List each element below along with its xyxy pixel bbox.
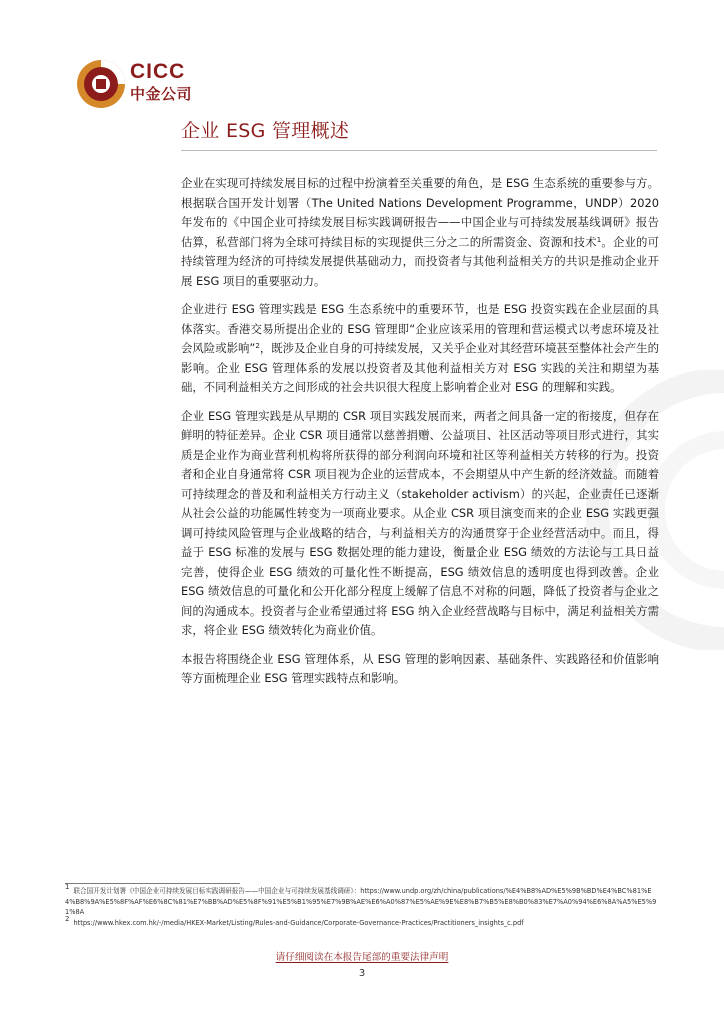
logo-text-en: CICC xyxy=(130,60,186,83)
footnote-2: $^2$ https://www.hkex.com.hk/-/media/HKEX-Market/Listing/Rules-and-Guidance/Corporate-Governance-Practices/Practitioners_insights_c.pdf xyxy=(65,914,524,927)
footnote-1: $^1$ 联合国开发计划署《中国企业可持续发展目标实践调研报告——中国企业与可持续发展基线调研》：https://www.undp.org/zh/china/publications/%E4%B8%AD%E5%9B%BD%E4%BC%81%E4%B8%9A%E5%8F%AF%E6%8C%81%E7%BB%AD%E5%8F%91%E5%B1%95%E7%9B%AE%E6%A0%87%E5%AE%9E%E8%B7%B5%E8%B0%83%E7%A0%94%E6%8A%A5%E5%91%8A xyxy=(65,883,657,917)
paragraph-2: 企业进行 ESG 管理实践是 ESG 生态系统中的重要环节，也是 ESG 投资实践在企业层面的具体落实。香港交易所提出企业的 ESG 管理即“企业应该采用的管理和营运模式以考虑环境及社会风险或影响”$^2$，既涉及企业自身的可持续发展，又关乎企业对其经营环境甚至整体社会产生的影响。企业 ESG 管理体系的发展以投资者及其他利益相关方对 ESG 实践的关注和期望为基础，不同利益相关方之间形成的社会共识很大程度上影响着企业对 ESG 的理解和实践。 xyxy=(181,302,659,394)
logo-text-cn: 中金公司 xyxy=(130,85,193,103)
paragraph-1: 企业在实现可持续发展目标的过程中扮演着至关重要的角色，是 ESG 生态系统的重要参与方。根据联合国开发计划署（The United Nations Development Programme，UNDP）2020 年发布的《中国企业可持续发展目标实践调研报告——中国企业与可持续发展基线调研》报告估算，私营部门将为全球可持续目标的实现提供三分之二的所需资金、资源和技术$^1$。企业的可持续管理为经济的可持续发展提供基础动力，而投资者与其他利益相关方的共识是推动企业开展 ESG 项目的重要驱动力。 xyxy=(181,176,659,288)
cicc-logo xyxy=(76,59,206,109)
page-number: 3 xyxy=(358,968,366,979)
main-body xyxy=(181,174,659,698)
footnote-1-text[interactable]: 联合国开发计划署《中国企业可持续发展目标实践调研报告——中国企业与可持续发展基线调研》：https://www.undp.org/zh/china/publications/%E4%B8%AD%E5%9B%BD%E4%BC%81%E4%B8%9A%E5%8F%AF%E6%8C%81%E7%BB%AD%E5%8F%91%E5%B1%95%E7%9B%AE%E6%A0%87%E5%AE%9E%E8%B7%B5%E8%B0%83%E7%A0%94%E6%8A%A5%E5%91%8A xyxy=(65,887,657,917)
section-title: 企业 ESG 管理概述 xyxy=(181,120,350,142)
paragraph-3: 企业 ESG 管理实践是从早期的 CSR 项目实践发展而来，两者之间具备一定的衔接度，但存在鲜明的特征差异。企业 CSR 项目通常以慈善捐赠、公益项目、社区活动等项目形式进行，其实质是企业作为商业营利机构将所获得的部分利润向环境和社区等利益相关方转移的行为。投资者和企业自身通常将 CSR 项目视为企业的运营成本，不会期望从中产生新的经济效益。而随着可持续理念的普及和利益相关方行动主义（stakeholder activism）的兴起，企业责任已逐渐从社会公益的功能属性转变为一项商业要求。从企业 CSR 项目演变而来的企业 ESG 实践更强调可持续风险管理与企业战略的结合，与利益相关方的沟通贯穿于企业经营活动中。而且，得益于 ESG 标准的发展与 ESG 数据处理的能力建设，衡量企业 ESG 绩效的方法论与工具日益完善，使得企业 ESG 绩效的可量化性不断提高，ESG 绩效信息的透明度也得到改善。企业 ESG 绩效信息的可量化和公开化部分程度上缓解了信息不对称的问题，降低了投资者与企业之间的沟通成本。投资者与企业希望通过将 ESG 纳入企业经营战略与目标中，满足利益相关方需求，将企业 ESG 绩效转化为商业价值。 xyxy=(181,408,659,637)
footnote-2-text[interactable]: https://www.hkex.com.hk/-/media/HKEX-Market/Listing/Rules-and-Guidance/Corporate-Governance-Practices/Practitioners_insights_c.pdf xyxy=(73,918,524,927)
paragraph-4: 本报告将围绕企业 ESG 管理体系，从 ESG 管理的影响因素、基础条件、实践路径和价值影响等方面梳理企业 ESG 管理实践特点和影响。 xyxy=(181,651,659,685)
legal-disclaimer xyxy=(0,951,724,964)
legal-disclaimer-link[interactable]: 请仔细阅读在本报告尾部的重要法律声明 xyxy=(275,952,449,963)
footnote-ref-2[interactable]: 2 xyxy=(255,342,260,350)
title-divider xyxy=(181,150,657,151)
footnotes xyxy=(65,883,661,928)
cicc-emblem-icon xyxy=(76,59,126,109)
footnote-ref-1[interactable]: 1 xyxy=(596,235,602,244)
footnote-divider xyxy=(65,883,240,884)
